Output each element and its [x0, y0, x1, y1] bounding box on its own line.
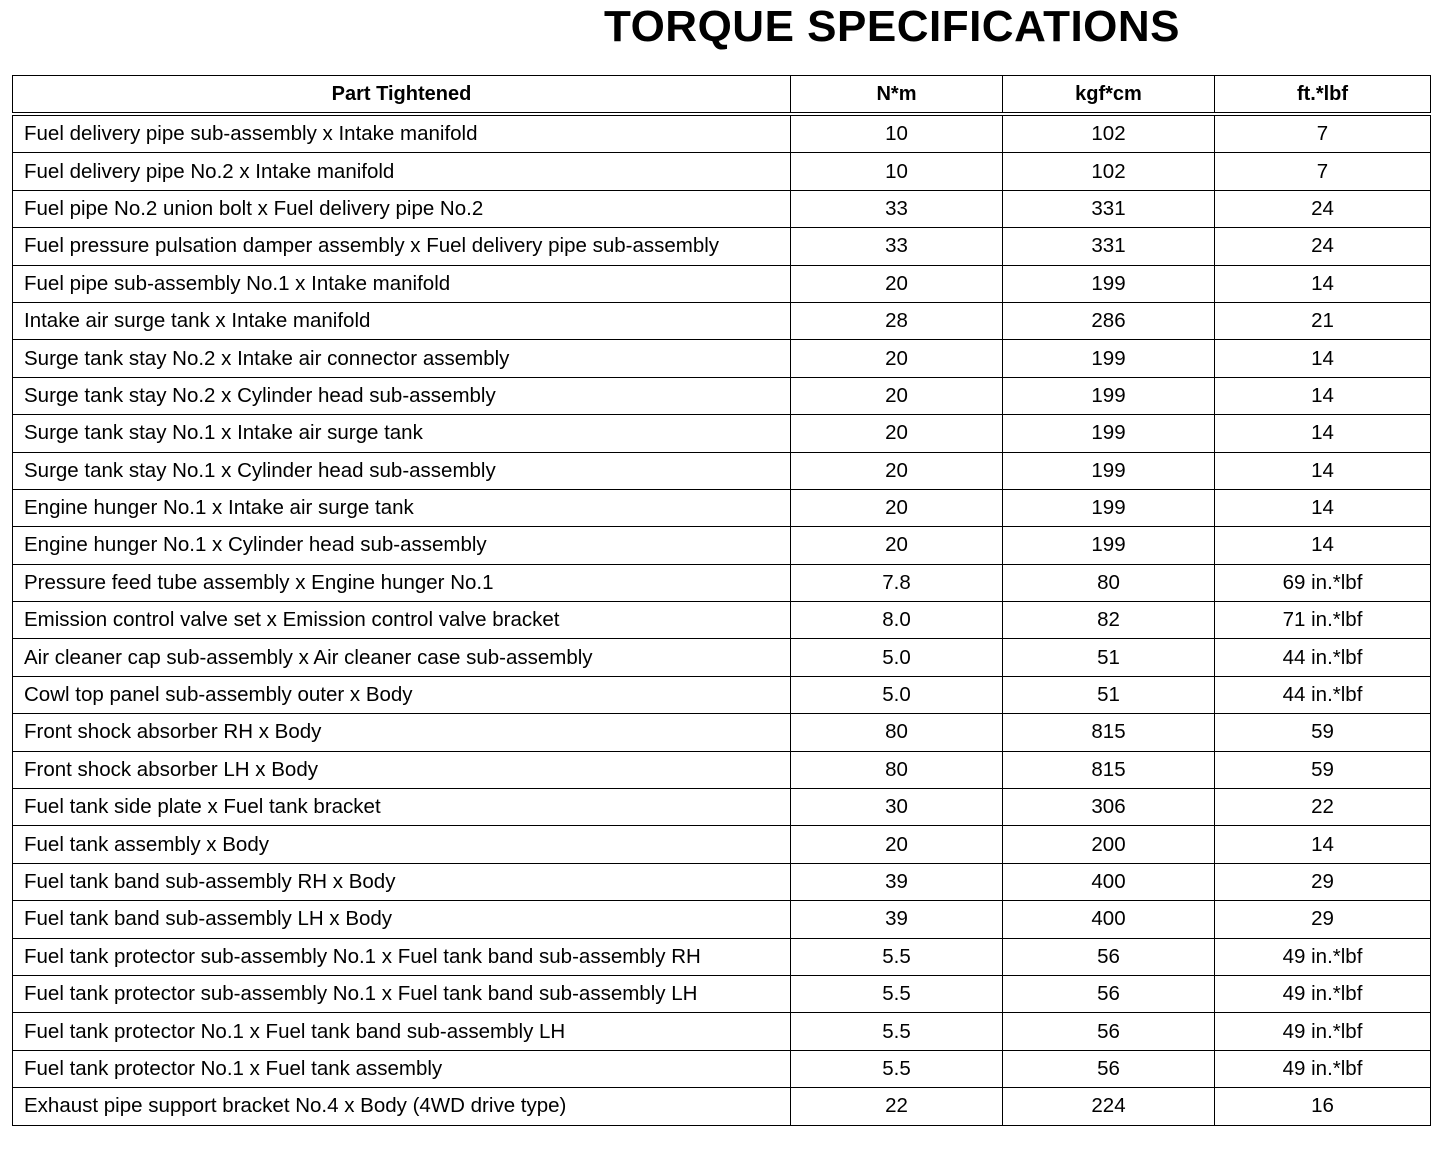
kgf-cell: 56 — [1003, 1050, 1215, 1087]
ftlbf-cell: 14 — [1215, 527, 1431, 564]
kgf-cell: 331 — [1003, 190, 1215, 227]
table-row — [13, 265, 1431, 302]
nm-cell: 80 — [791, 714, 1003, 751]
kgf-cell: 199 — [1003, 527, 1215, 564]
part-cell: Fuel pipe sub-assembly No.1 x Intake manifold — [13, 265, 791, 302]
nm-cell: 7.8 — [791, 564, 1003, 601]
table-row — [13, 340, 1431, 377]
part-cell: Engine hunger No.1 x Intake air surge tank — [13, 489, 791, 526]
ftlbf-cell: 29 — [1215, 901, 1431, 938]
ftlbf-cell: 14 — [1215, 377, 1431, 414]
ftlbf-cell: 14 — [1215, 340, 1431, 377]
part-cell: Fuel tank band sub-assembly LH x Body — [13, 901, 791, 938]
table-row — [13, 975, 1431, 1012]
kgf-cell: 331 — [1003, 228, 1215, 265]
table-row — [13, 489, 1431, 526]
kgf-cell: 51 — [1003, 639, 1215, 676]
kgf-cell: 102 — [1003, 114, 1215, 153]
part-cell: Fuel tank protector No.1 x Fuel tank band sub-assembly LH — [13, 1013, 791, 1050]
ftlbf-cell: 14 — [1215, 489, 1431, 526]
nm-cell: 5.0 — [791, 639, 1003, 676]
table-row — [13, 1050, 1431, 1087]
table-row — [13, 527, 1431, 564]
column-header-nm: N*m — [791, 76, 1003, 115]
part-cell: Fuel pressure pulsation damper assembly x Fuel delivery pipe sub-assembly — [13, 228, 791, 265]
nm-cell: 5.5 — [791, 1013, 1003, 1050]
table-row — [13, 826, 1431, 863]
part-cell: Fuel tank assembly x Body — [13, 826, 791, 863]
nm-cell: 33 — [791, 228, 1003, 265]
nm-cell: 10 — [791, 114, 1003, 153]
part-cell: Fuel tank protector sub-assembly No.1 x Fuel tank band sub-assembly RH — [13, 938, 791, 975]
part-cell: Front shock absorber LH x Body — [13, 751, 791, 788]
nm-cell: 20 — [791, 826, 1003, 863]
part-cell: Intake air surge tank x Intake manifold — [13, 302, 791, 339]
kgf-cell: 199 — [1003, 489, 1215, 526]
ftlbf-cell: 7 — [1215, 114, 1431, 153]
part-cell: Fuel delivery pipe No.2 x Intake manifold — [13, 153, 791, 190]
nm-cell: 20 — [791, 340, 1003, 377]
column-header-ft: ft.*lbf — [1215, 76, 1431, 115]
kgf-cell: 199 — [1003, 415, 1215, 452]
table-row — [13, 901, 1431, 938]
table-header — [13, 76, 1431, 115]
ftlbf-cell: 71 in.*lbf — [1215, 602, 1431, 639]
ftlbf-cell: 44 in.*lbf — [1215, 676, 1431, 713]
part-cell: Fuel delivery pipe sub-assembly x Intake manifold — [13, 114, 791, 153]
kgf-cell: 56 — [1003, 975, 1215, 1012]
nm-cell: 20 — [791, 489, 1003, 526]
kgf-cell: 102 — [1003, 153, 1215, 190]
part-cell: Fuel tank protector No.1 x Fuel tank assembly — [13, 1050, 791, 1087]
table-row — [13, 190, 1431, 227]
ftlbf-cell: 59 — [1215, 714, 1431, 751]
ftlbf-cell: 49 in.*lbf — [1215, 975, 1431, 1012]
part-cell: Fuel tank side plate x Fuel tank bracket — [13, 789, 791, 826]
table-row — [13, 153, 1431, 190]
table-row — [13, 714, 1431, 751]
ftlbf-cell: 7 — [1215, 153, 1431, 190]
kgf-cell: 400 — [1003, 863, 1215, 900]
kgf-cell: 56 — [1003, 1013, 1215, 1050]
table-row — [13, 415, 1431, 452]
ftlbf-cell: 22 — [1215, 789, 1431, 826]
part-cell: Fuel tank protector sub-assembly No.1 x Fuel tank band sub-assembly LH — [13, 975, 791, 1012]
nm-cell: 5.5 — [791, 975, 1003, 1012]
nm-cell: 80 — [791, 751, 1003, 788]
nm-cell: 20 — [791, 377, 1003, 414]
part-cell: Air cleaner cap sub-assembly x Air cleaner case sub-assembly — [13, 639, 791, 676]
table-row — [13, 789, 1431, 826]
nm-cell: 39 — [791, 901, 1003, 938]
torque-spec-table — [12, 75, 1431, 1126]
part-cell: Surge tank stay No.2 x Cylinder head sub-assembly — [13, 377, 791, 414]
header-row — [13, 76, 1431, 115]
nm-cell: 5.5 — [791, 938, 1003, 975]
nm-cell: 20 — [791, 265, 1003, 302]
ftlbf-cell: 49 in.*lbf — [1215, 1013, 1431, 1050]
kgf-cell: 82 — [1003, 602, 1215, 639]
kgf-cell: 51 — [1003, 676, 1215, 713]
kgf-cell: 306 — [1003, 789, 1215, 826]
table-row — [13, 377, 1431, 414]
nm-cell: 5.5 — [791, 1050, 1003, 1087]
ftlbf-cell: 14 — [1215, 826, 1431, 863]
kgf-cell: 199 — [1003, 265, 1215, 302]
table-row — [13, 751, 1431, 788]
column-header-kgf: kgf*cm — [1003, 76, 1215, 115]
kgf-cell: 224 — [1003, 1088, 1215, 1125]
part-cell: Surge tank stay No.2 x Intake air connector assembly — [13, 340, 791, 377]
nm-cell: 22 — [791, 1088, 1003, 1125]
part-cell: Front shock absorber RH x Body — [13, 714, 791, 751]
part-cell: Emission control valve set x Emission control valve bracket — [13, 602, 791, 639]
ftlbf-cell: 24 — [1215, 228, 1431, 265]
part-cell: Engine hunger No.1 x Cylinder head sub-assembly — [13, 527, 791, 564]
ftlbf-cell: 29 — [1215, 863, 1431, 900]
kgf-cell: 80 — [1003, 564, 1215, 601]
nm-cell: 30 — [791, 789, 1003, 826]
page-title: TORQUE SPECIFICATIONS — [604, 2, 1181, 51]
table-row — [13, 228, 1431, 265]
kgf-cell: 199 — [1003, 452, 1215, 489]
part-cell: Surge tank stay No.1 x Cylinder head sub-assembly — [13, 452, 791, 489]
nm-cell: 5.0 — [791, 676, 1003, 713]
nm-cell: 20 — [791, 415, 1003, 452]
nm-cell: 39 — [791, 863, 1003, 900]
kgf-cell: 815 — [1003, 714, 1215, 751]
table-row — [13, 676, 1431, 713]
column-header-part: Part Tightened — [13, 76, 791, 115]
part-cell: Cowl top panel sub-assembly outer x Body — [13, 676, 791, 713]
kgf-cell: 200 — [1003, 826, 1215, 863]
table-row — [13, 938, 1431, 975]
ftlbf-cell: 69 in.*lbf — [1215, 564, 1431, 601]
kgf-cell: 400 — [1003, 901, 1215, 938]
ftlbf-cell: 44 in.*lbf — [1215, 639, 1431, 676]
table-body — [13, 114, 1431, 1125]
part-cell: Fuel pipe No.2 union bolt x Fuel delivery pipe No.2 — [13, 190, 791, 227]
kgf-cell: 199 — [1003, 340, 1215, 377]
part-cell: Fuel tank band sub-assembly RH x Body — [13, 863, 791, 900]
ftlbf-cell: 49 in.*lbf — [1215, 1050, 1431, 1087]
nm-cell: 28 — [791, 302, 1003, 339]
part-cell: Surge tank stay No.1 x Intake air surge tank — [13, 415, 791, 452]
kgf-cell: 199 — [1003, 377, 1215, 414]
kgf-cell: 815 — [1003, 751, 1215, 788]
ftlbf-cell: 14 — [1215, 452, 1431, 489]
kgf-cell: 56 — [1003, 938, 1215, 975]
table-row — [13, 863, 1431, 900]
nm-cell: 20 — [791, 452, 1003, 489]
ftlbf-cell: 21 — [1215, 302, 1431, 339]
part-cell: Exhaust pipe support bracket No.4 x Body (4WD drive type) — [13, 1088, 791, 1125]
kgf-cell: 286 — [1003, 302, 1215, 339]
table-row — [13, 1013, 1431, 1050]
nm-cell: 33 — [791, 190, 1003, 227]
table-row — [13, 1088, 1431, 1125]
table-row — [13, 302, 1431, 339]
table-row — [13, 452, 1431, 489]
table-row — [13, 639, 1431, 676]
table-row — [13, 602, 1431, 639]
nm-cell: 8.0 — [791, 602, 1003, 639]
table-row — [13, 114, 1431, 153]
ftlbf-cell: 59 — [1215, 751, 1431, 788]
nm-cell: 10 — [791, 153, 1003, 190]
ftlbf-cell: 24 — [1215, 190, 1431, 227]
table-row — [13, 564, 1431, 601]
ftlbf-cell: 14 — [1215, 265, 1431, 302]
ftlbf-cell: 14 — [1215, 415, 1431, 452]
nm-cell: 20 — [791, 527, 1003, 564]
ftlbf-cell: 49 in.*lbf — [1215, 938, 1431, 975]
part-cell: Pressure feed tube assembly x Engine hunger No.1 — [13, 564, 791, 601]
ftlbf-cell: 16 — [1215, 1088, 1431, 1125]
